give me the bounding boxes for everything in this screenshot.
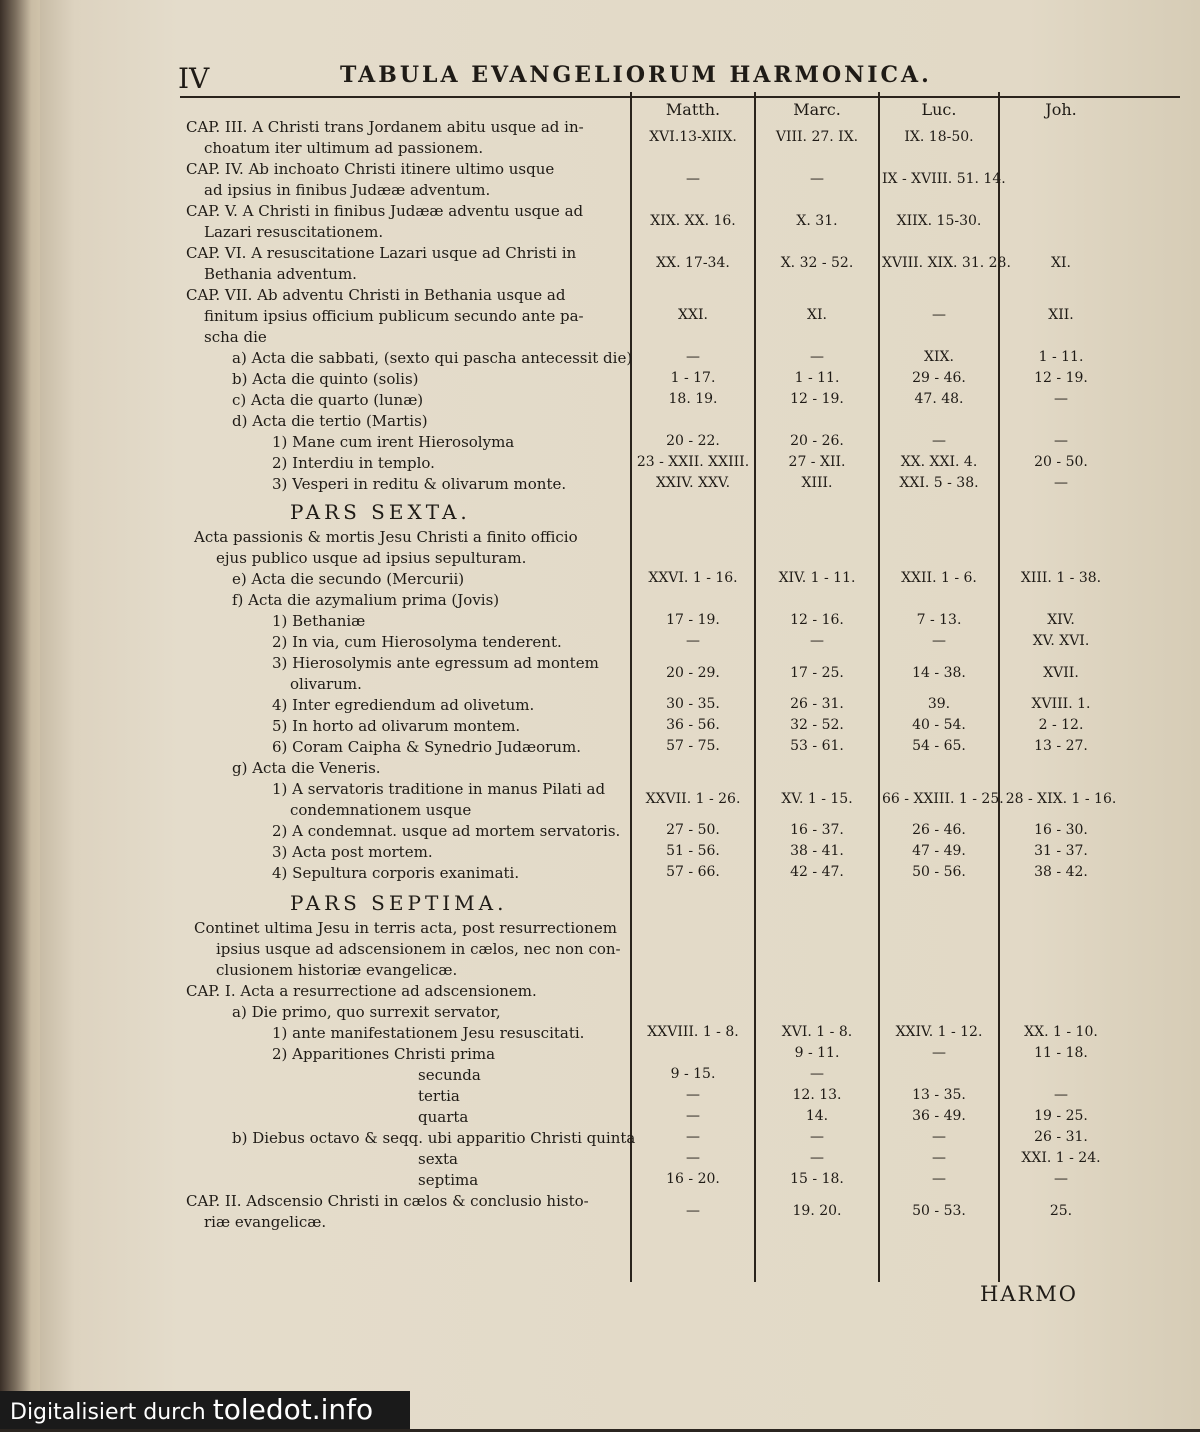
cell-j: 25. [1049,1202,1073,1219]
cell-k: 12 - 19. [790,391,844,407]
header-rule [180,96,1180,98]
section-intro: Continet ultima Jesu in terris acta, post resurrectionem [194,919,617,937]
cell-j: 19 - 25. [1034,1108,1088,1124]
cell-k: 53 - 61. [790,738,844,754]
catchword: HARMO [980,1282,1079,1306]
cell-j: XX. 1 - 10. [1024,1024,1098,1040]
cell-l: IX. 18-50. [904,128,974,145]
cell-j: 31 - 37. [1034,843,1088,859]
row-description: CAP. VI. A resuscitatione Lazari usque ad Christi in [186,244,577,262]
cell-l: XX. XXI. 4. [900,454,978,470]
cell-l: 36 - 49. [912,1108,966,1124]
row-description: a) Die primo, quo surrexit servator, [232,1003,501,1021]
section-intro: Acta passionis & mortis Jesu Christi a finito officio [194,528,578,546]
page [40,0,1200,1429]
cell-k: 26 - 31. [790,696,844,712]
col-head-matth: Matth. [665,100,721,119]
cell-l: — [932,1045,946,1061]
row-description: CAP. V. A Christi in finibus Judææ adventu usque ad [186,202,584,220]
cell-m: — [686,349,700,365]
watermark-prefix: Digitalisiert durch [10,1400,206,1425]
cell-l: — [932,633,946,649]
cell-m: XXI. [678,307,708,323]
row-description: 2) Apparitiones Christi prima [272,1045,496,1063]
row-description: choatum iter ultimum ad passionem. [204,139,484,157]
cell-j: XI. [1051,254,1071,271]
cell-j: — [1054,433,1068,449]
row-description: septima [418,1171,479,1189]
row-description: 3) Acta post mortem. [272,843,433,861]
row-description: 2) In via, cum Hierosolyma tenderent. [272,633,562,651]
cell-l: XVIII. XIX. 31. 28. [882,254,1011,271]
watermark-brand: toledot.info [212,1393,374,1426]
row-description: Bethania adventum. [204,265,357,283]
cell-m: 20 - 29. [666,664,720,681]
cell-m: XXIV. XXV. [655,475,731,491]
cell-j: — [1054,1171,1068,1187]
cell-l: 50 - 56. [912,864,966,880]
cell-k: 27 - XII. [788,454,846,470]
cell-k: XIII. [801,475,833,491]
cell-k: — [810,349,824,365]
cell-k: 19. 20. [792,1202,842,1219]
row-description: CAP. II. Adscensio Christi in cælos & conclusio histo- [186,1192,589,1210]
cell-l: 13 - 35. [912,1087,966,1103]
cell-j: XXI. 1 - 24. [1021,1150,1101,1166]
cell-l: 14 - 38. [912,664,966,681]
cell-k: X. 31. [796,212,838,229]
cell-k: 1 - 11. [794,370,840,386]
section-heading: PARS SEPTIMA. [290,891,508,915]
cell-j: 26 - 31. [1034,1129,1088,1145]
cell-m: XXVIII. 1 - 8. [647,1024,739,1040]
cell-m: 9 - 15. [670,1066,716,1082]
cell-l: — [932,307,946,323]
page-header [40,56,1200,96]
cell-j: — [1054,1087,1068,1103]
cell-k: — [810,1150,824,1166]
cell-m: — [686,1129,700,1145]
col-head-luc: Luc. [921,100,957,119]
cell-j: 16 - 30. [1034,822,1088,838]
cell-k: X. 32 - 52. [780,254,854,271]
cell-j: XVII. [1043,664,1079,681]
cell-m: 57 - 75. [666,738,720,754]
row-description: a) Acta die sabbati, (sexto qui pascha antecessit die) [232,349,633,367]
row-description: c) Acta die quarto (lunæ) [232,391,424,409]
row-description: olivarum. [290,675,362,693]
cell-k: — [810,633,824,649]
row-description: 4) Sepultura corporis exanimati. [272,864,520,882]
cell-k: 16 - 37. [790,822,844,838]
watermark [0,1391,410,1429]
cell-k: 38 - 41. [790,843,844,859]
cell-k: VIII. 27. IX. [775,128,859,145]
row-description: scha die [204,328,267,346]
cell-k: 32 - 52. [790,717,844,733]
cell-l: XIX. [924,349,954,365]
cell-j: 11 - 18. [1034,1045,1088,1061]
section-intro: ipsius usque ad adscensionem in cælos, nec non con- [216,940,621,958]
row-description: g) Acta die Veneris. [232,759,381,777]
col-head-marc: Marc. [793,100,841,119]
cell-k: 15 - 18. [790,1171,844,1187]
cell-m: — [686,170,700,187]
cell-j: 38 - 42. [1034,864,1088,880]
cell-m: 20 - 22. [666,433,720,449]
cell-k: — [810,170,824,187]
cell-l: XXIV. 1 - 12. [895,1024,983,1040]
cell-m: — [686,1108,700,1124]
cell-l: XXII. 1 - 6. [901,570,977,586]
cell-m: 1 - 17. [670,370,716,386]
cell-l: 66 - XXIII. 1 - 25. [882,790,1004,807]
cell-m: — [686,1150,700,1166]
cell-l: 26 - 46. [912,822,966,838]
cell-k: XI. [807,307,827,323]
cell-k: XVI. 1 - 8. [781,1024,853,1040]
section-heading: PARS SEXTA. [290,500,471,524]
cell-l: 47. 48. [914,391,964,407]
section-intro: ejus publico usque ad ipsius sepulturam. [216,549,527,567]
cell-k: 14. [805,1108,829,1124]
row-description: 5) In horto ad olivarum montem. [272,717,521,735]
row-description: riæ evangelicæ. [204,1213,327,1231]
cell-k: 12 - 16. [790,612,844,628]
row-description: quarta [418,1108,469,1126]
cell-j: 20 - 50. [1034,454,1088,470]
cell-j: 2 - 12. [1038,717,1084,733]
cell-l: — [932,433,946,449]
row-description: 2) Interdiu in templo. [272,454,435,472]
cell-k: 12. 13. [792,1087,842,1103]
cell-j: — [1054,391,1068,407]
cell-m: 23 - XXII. XXIII. [636,454,750,470]
cell-k: 20 - 26. [790,433,844,449]
cell-j: 13 - 27. [1034,738,1088,754]
cell-m: XXVI. 1 - 16. [648,570,738,586]
row-description: 1) Mane cum irent Hierosolyma [272,433,515,451]
cell-m: 18. 19. [668,391,718,407]
row-description: secunda [418,1066,481,1084]
cell-l: XIIX. 15-30. [896,212,982,229]
row-description: b) Diebus octavo & seqq. ubi apparitio Christi quinta [232,1129,636,1147]
cell-l: 40 - 54. [912,717,966,733]
cell-l: — [932,1171,946,1187]
row-description: CAP. I. Acta a resurrectione ad adscensionem. [186,982,537,1000]
row-description: 3) Hierosolymis ante egressum ad montem [272,654,599,672]
cell-m: 51 - 56. [666,843,720,859]
row-description: e) Acta die secundo (Mercurii) [232,570,465,588]
row-description: CAP. IV. Ab inchoato Christi itinere ultimo usque [186,160,555,178]
page-number: IV [178,62,210,95]
row-description: CAP. III. A Christi trans Jordanem abitu usque ad in- [186,118,584,136]
cell-l: 54 - 65. [912,738,966,754]
cell-k: — [810,1066,824,1082]
cell-j: 28 - XIX. 1 - 16. [1005,790,1117,807]
cell-m: 17 - 19. [666,612,720,628]
row-description: finitum ipsius officium publicum secundo ante pa- [204,307,584,325]
row-description: 1) A servatoris traditione in manus Pilati ad [272,780,606,798]
row-description: 2) A condemnat. usque ad mortem servatoris. [272,822,621,840]
cell-j: XIV. [1047,612,1075,628]
row-description: 1) Bethaniæ [272,612,366,630]
cell-j: 12 - 19. [1034,370,1088,386]
cell-k: 17 - 25. [790,664,844,681]
cell-k: XV. 1 - 15. [781,790,853,807]
row-description: b) Acta die quinto (solis) [232,370,419,388]
cell-k: 42 - 47. [790,864,844,880]
cell-l: 47 - 49. [912,843,966,859]
cell-m: XX. 17-34. [656,254,730,271]
cell-j: XV. XVI. [1032,633,1090,649]
cell-l: — [932,1150,946,1166]
row-description: condemnationem usque [290,801,472,819]
cell-m: 30 - 35. [666,696,720,712]
cell-j: — [1054,475,1068,491]
cell-m: 16 - 20. [666,1171,720,1187]
row-description: f) Acta die azymalium prima (Jovis) [232,591,500,609]
cell-k: — [810,1129,824,1145]
cell-m: — [686,633,700,649]
cell-l: 39. [927,696,951,712]
page-title: TABULA EVANGELIORUM HARMONICA. [340,62,932,88]
row-description: 4) Inter egrediendum ad olivetum. [272,696,535,714]
cell-l: — [932,1129,946,1145]
cell-m: 57 - 66. [666,864,720,880]
row-description: CAP. VII. Ab adventu Christi in Bethania usque ad [186,286,566,304]
row-description: 3) Vesperi in reditu & olivarum monte. [272,475,567,493]
cell-l: 7 - 13. [916,612,962,628]
cell-l: 50 - 53. [912,1202,966,1219]
row-description: Lazari resuscitationem. [204,223,384,241]
cell-m: XXVII. 1 - 26. [645,790,741,807]
cell-j: 1 - 11. [1038,349,1084,365]
cell-m: — [686,1202,700,1219]
row-description: 1) ante manifestationem Jesu resuscitati. [272,1024,585,1042]
cell-m: 36 - 56. [666,717,720,733]
row-description: ad ipsius in finibus Judææ adventum. [204,181,491,199]
cell-l: XXI. 5 - 38. [899,475,979,491]
cell-j: XVIII. 1. [1031,696,1091,712]
cell-m: XVI.13-XIIX. [649,128,737,145]
cell-m: 27 - 50. [666,822,720,838]
cell-j: XII. [1048,307,1074,323]
row-description: d) Acta die tertio (Martis) [232,412,428,430]
cell-m: — [686,1087,700,1103]
cell-j: XIII. 1 - 38. [1020,570,1102,586]
cell-k: XIV. 1 - 11. [778,570,856,586]
section-intro: clusionem historiæ evangelicæ. [216,961,458,979]
cell-l: IX - XVIII. 51. 14. [882,170,1006,187]
row-description: tertia [418,1087,460,1105]
cell-m: XIX. XX. 16. [650,212,736,229]
col-head-joh: Joh. [1045,100,1077,119]
row-description: 6) Coram Caipha & Synedrio Judæorum. [272,738,581,756]
row-description: sexta [418,1150,459,1168]
cell-k: 9 - 11. [794,1045,840,1061]
cell-l: 29 - 46. [912,370,966,386]
